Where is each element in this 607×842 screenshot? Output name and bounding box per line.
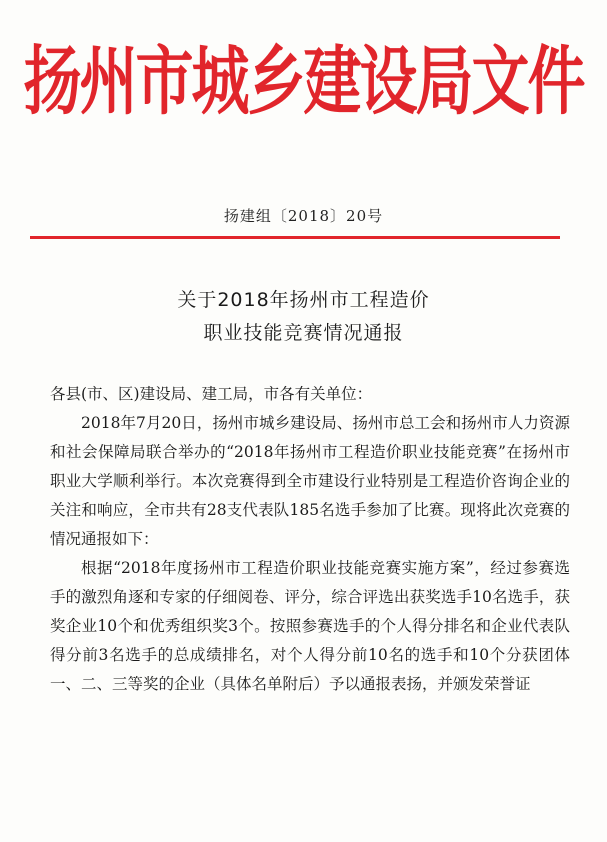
body-paragraph-2: 根据“2018年度扬州市工程造价职业技能竞赛实施方案”，经过参赛选手的激烈角逐和专家的仔细阅卷、评分，综合评选出获奖选手10名选手，获奖企业10个和优秀组织奖3个。按照参赛选手的个人得分排名和企业代表队得分前3名选手的总成绩排名，对个人得分前10名的选手和10个分获团体一、二、三等奖的企业（具体名单附后）予以通报表扬，并颁发荣誉证 (50, 559, 570, 693)
document-title-line-2: 职业技能竞赛情况通报 (203, 322, 404, 344)
letterhead-title: 扬州市城乡建设局文件 (23, 37, 584, 125)
addressee: 各县(市、区)建设局、建工局，市各有关单位： (50, 385, 373, 403)
document-title-line-1: 关于2018年扬州市工程造价 (177, 289, 430, 311)
document-number: 扬建组〔2018〕20号 (223, 207, 384, 225)
red-divider-line (30, 236, 560, 239)
body-paragraph-1: 2018年7月20日，扬州市城乡建设局、扬州市总工会和扬州市人力资源和社会保障局联合举办的“2018年扬州市工程造价职业技能竞赛”在扬州市职业大学顺利举行。本次竞赛得到全市建设行业特别是工程造价咨询企业的关注和响应，全市共有28支代表队185名选手参加了比赛。现将此次竞赛的情况通报如下： (50, 414, 570, 548)
document-body (50, 380, 570, 699)
